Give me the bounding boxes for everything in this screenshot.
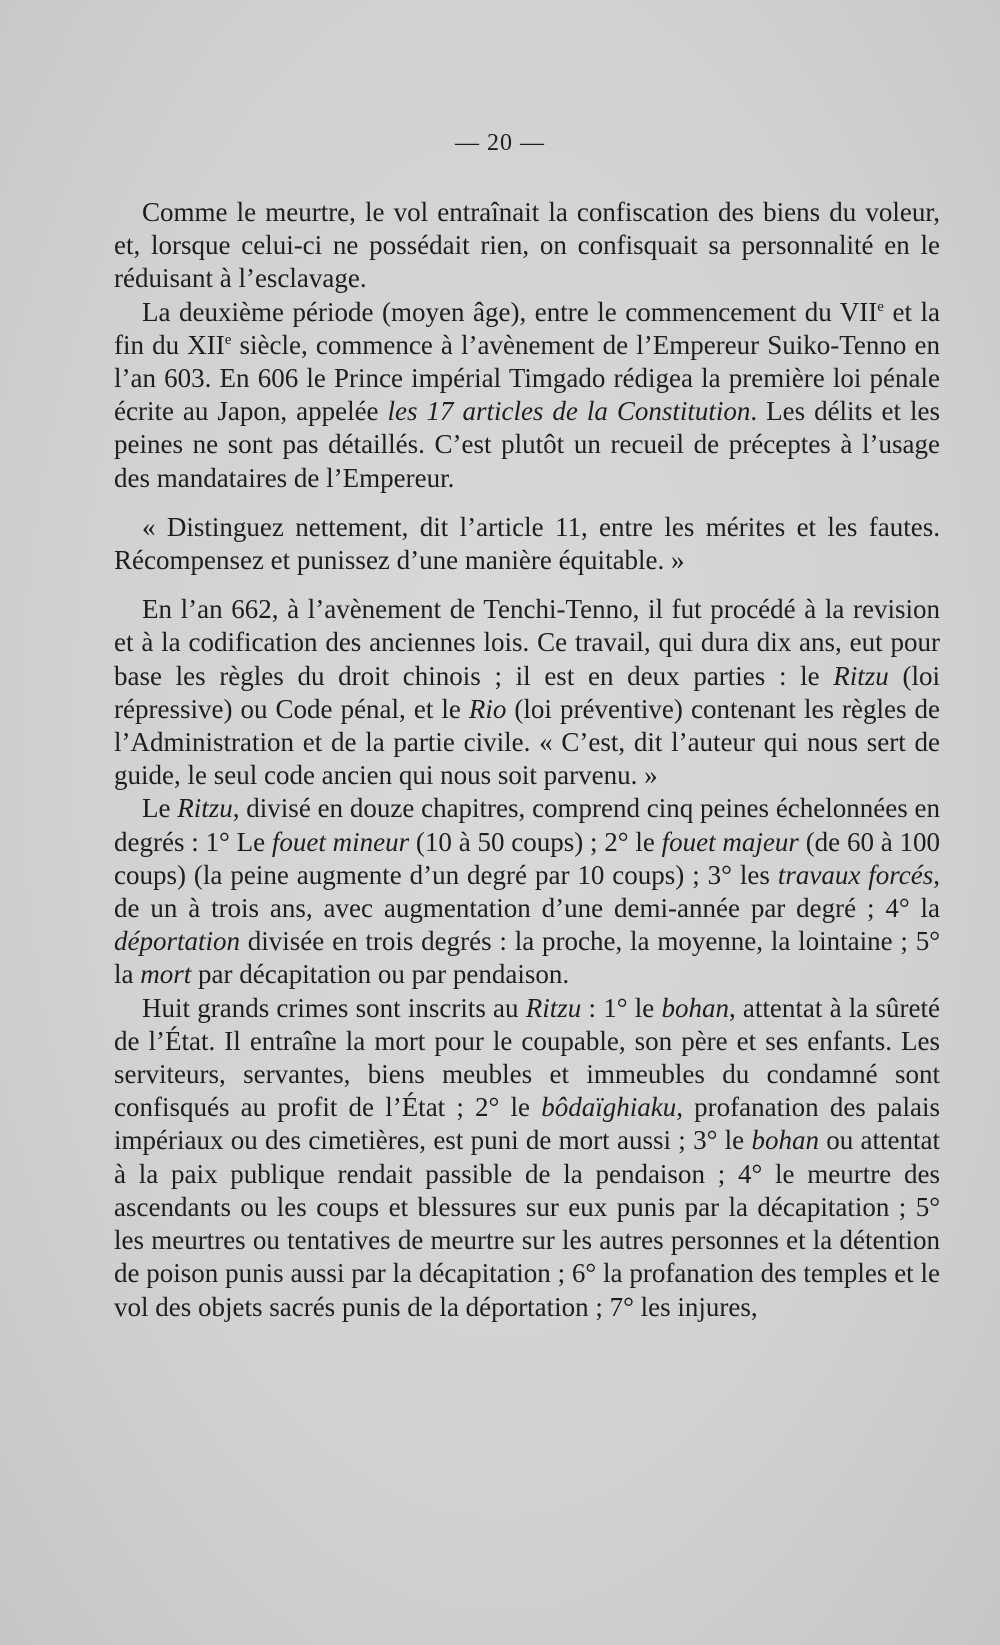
page-number: — 20 —	[455, 130, 545, 156]
italic-term: bohan	[661, 992, 729, 1023]
text-run: , profanation des palais impériaux ou des cimetières, est puni de mort aussi ; 3° le	[114, 1092, 940, 1156]
superscript-text: e	[224, 331, 232, 348]
text-run: , de un à trois ans, avec augmentation d’une demi-année par degré ; 4° la	[114, 859, 940, 924]
text-run: Le	[142, 793, 178, 824]
text-run: « Distinguez nettement, dit l’article 11, entre les mérites et les fautes. Récompensez et punissez d’une manière équitable. »	[114, 511, 940, 576]
italic-term: Ritzu	[177, 793, 233, 824]
text-run: ou attentat à la paix publique rendait passible de la pendaison ; 4° le meurtre des ascendants ou les coups et blessures sur eux punis par la décapitation ; 5° les meurtres ou tentatives de meurtre sur les autres personnes et la détention de poison punis aussi par la décapitation ; 6° la profanation des temples et le vol des objets sacrés punis de la déportation ; 7° les injures,	[114, 1125, 940, 1322]
italic-term: déportation	[114, 926, 240, 957]
body-text	[114, 196, 940, 1324]
paragraph	[114, 992, 940, 1324]
text-run: En l’an 662, à l’avènement de Tenchi-Tenno, il fut procédé à la revision et à la codification des anciennes lois. Ce travail, qui dura dix ans, eut pour base les règles du droit chinois ; il est en deux parties : le	[114, 594, 940, 691]
italic-term: fouet mineur	[271, 826, 410, 857]
italic-term: Ritzu	[525, 992, 582, 1023]
text-run: Comme le meurtre, le vol entraînait la confiscation des biens du voleur, et, lorsque celui-ci ne possédait rien, on confisquait sa personnalité en le réduisant à l’esclavage.	[114, 197, 940, 294]
paragraph	[114, 296, 940, 495]
italic-term: Ritzu	[833, 660, 889, 691]
text-run: , divisé en douze chapitres, comprend cinq peines échelonnées en degrés : 1° Le	[114, 793, 941, 857]
italic-term: les 17 articles de la Constitution	[387, 396, 751, 427]
paragraph	[114, 792, 940, 991]
text-run: Huit grands crimes sont inscrits au	[142, 992, 526, 1023]
italic-term: travaux forcés	[777, 859, 934, 890]
text-run: (de 60 à 100 coups) (la peine augmente d’un degré par 10 coups) ; 3° les	[114, 826, 940, 890]
italic-term: Rio	[468, 693, 507, 724]
text-run: : 1° le	[581, 992, 662, 1023]
text-run: (loi préventive) contenant les règles de l’Administration et de la partie civile. « C’est, dit l’auteur qui nous sert de guide, le seul code ancien qui nous soit parvenu. »	[114, 693, 940, 791]
paragraph	[114, 196, 940, 296]
text-run: (10 à 50 coups) ; 2° le	[409, 826, 662, 857]
italic-term: bohan	[751, 1125, 819, 1156]
italic-term: fouet majeur	[661, 826, 799, 857]
italic-term: bôdaïghiaku	[541, 1092, 677, 1123]
text-run: par décapitation ou par pendaison.	[191, 959, 570, 990]
quotation-paragraph	[114, 511, 940, 577]
text-run: , attentat à la sûreté de l’État. Il entraîne la mort pour le coupable, son père et ses enfants. Les serviteurs, servantes, biens meubles et immeubles du condamné sont confisqués au profit de l’État ; 2° le	[114, 992, 940, 1123]
paragraph	[114, 593, 940, 792]
superscript-text: e	[877, 298, 884, 315]
text-run: divisée en trois degrés : la proche, la moyenne, la lointaine ; 5° la	[114, 926, 940, 990]
text-run: (loi répressive) ou Code pénal, et le	[114, 660, 940, 724]
text-run: . Les délits et les peines ne sont pas détaillés. C’est plutôt un recueil de préceptes à l’usage des mandataires de l’Empereur.	[114, 396, 940, 493]
text-run: et la fin du XII	[114, 296, 940, 360]
text-run: La deuxième période (moyen âge), entre le commencement du VII	[142, 296, 878, 327]
text-run: siècle, commence à l’avènement de l’Empereur Suiko-Tenno en l’an 603. En 606 le Prince impérial Timgado rédigea la première loi pénale écrite au Japon, appelée	[114, 329, 940, 427]
italic-term: mort	[140, 959, 192, 990]
